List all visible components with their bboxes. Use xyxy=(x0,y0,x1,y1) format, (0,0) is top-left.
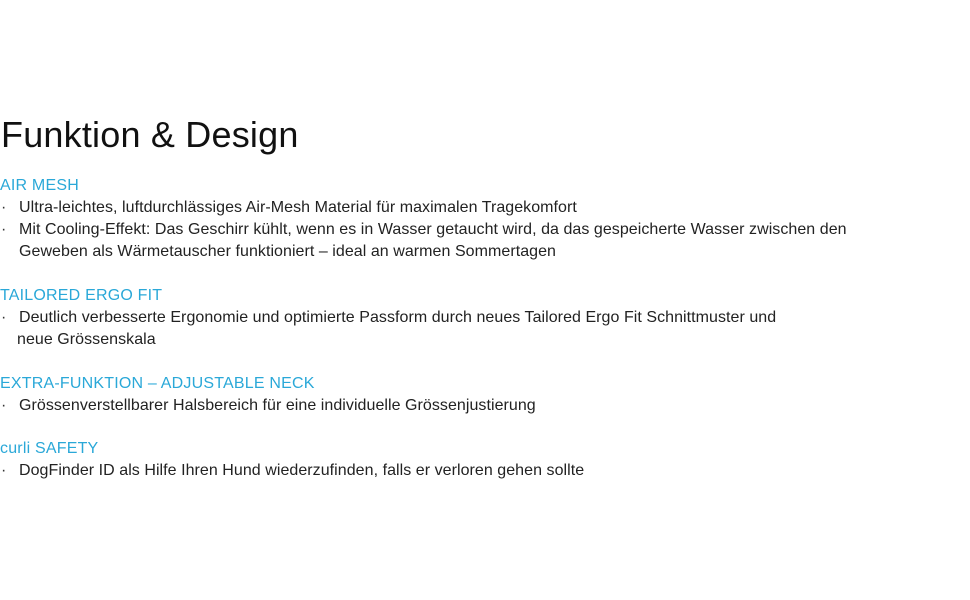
bullet-dot-icon: · xyxy=(1,397,7,414)
bullet-text: Mit Cooling-Effekt: Das Geschirr kühlt, wenn es in Wasser getaucht wird, da das gespeicherte Wasser zwischen den xyxy=(19,221,847,238)
bullet-dot-icon: · xyxy=(1,309,7,326)
bullet-text-continuation: Geweben als Wärmetauscher funktioniert – ideal an warmen Sommertagen xyxy=(19,243,556,260)
section-heading-air-mesh: AIR MESH xyxy=(0,177,79,194)
page-title: Funktion & Design xyxy=(1,114,299,155)
list-item xyxy=(0,197,970,219)
bullet-list-tailored-ergo-fit xyxy=(0,307,970,351)
list-item xyxy=(0,395,970,417)
list-item xyxy=(0,219,970,263)
section-air-mesh xyxy=(0,175,970,263)
bullet-list-air-mesh xyxy=(0,197,970,263)
section-heading-adjustable-neck: EXTRA-FUNKTION – ADJUSTABLE NECK xyxy=(0,375,315,392)
section-adjustable-neck xyxy=(0,373,970,417)
list-item xyxy=(0,307,970,351)
bullet-text-continuation: neue Grössenskala xyxy=(17,331,156,348)
bullet-dot-icon: · xyxy=(1,199,7,216)
bullet-list-curli-safety xyxy=(0,460,970,482)
bullet-dot-icon: · xyxy=(1,462,7,479)
bullet-dot-icon: · xyxy=(1,221,7,238)
section-curli-safety xyxy=(0,438,970,482)
bullet-list-adjustable-neck xyxy=(0,395,970,417)
bullet-text: Ultra-leichtes, luftdurchlässiges Air-Mesh Material für maximalen Tragekomfort xyxy=(19,199,577,216)
section-tailored-ergo-fit xyxy=(0,285,970,351)
bullet-text: Grössenverstellbarer Halsbereich für eine individuelle Grössenjustierung xyxy=(19,397,536,414)
bullet-text: DogFinder ID als Hilfe Ihren Hund wiederzufinden, falls er verloren gehen sollte xyxy=(19,462,585,479)
section-heading-tailored-ergo-fit: TAILORED ERGO FIT xyxy=(0,287,163,304)
bullet-text: Deutlich verbesserte Ergonomie und optimierte Passform durch neues Tailored Ergo Fit Schnittmuster und xyxy=(19,309,777,326)
list-item xyxy=(0,460,970,482)
section-heading-curli-safety: curli SAFETY xyxy=(0,440,99,457)
